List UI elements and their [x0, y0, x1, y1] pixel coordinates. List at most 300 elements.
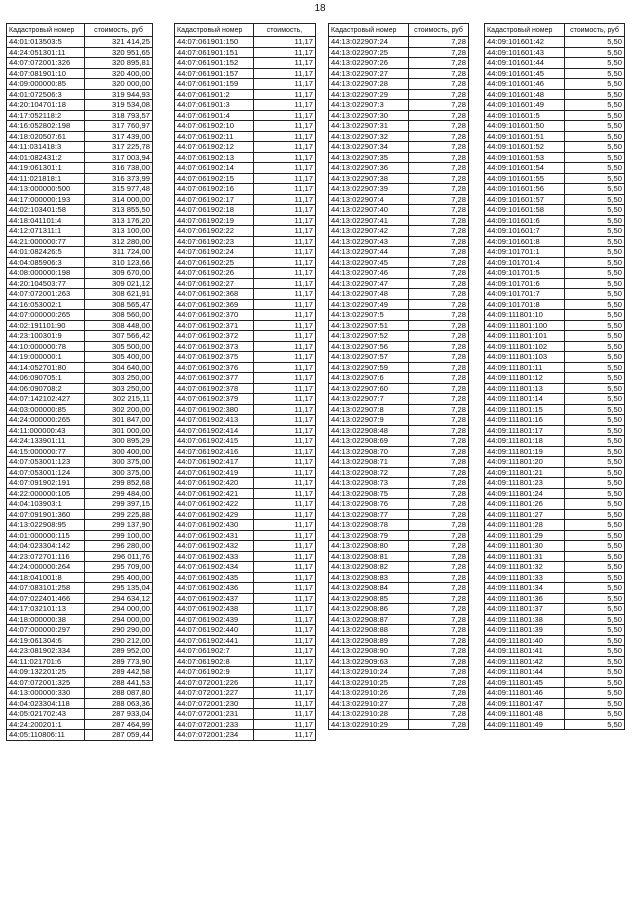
cadastral-number-cell: 44:09:111801:44: [485, 667, 565, 678]
cadastral-number-cell: 44:07:061902:431: [175, 530, 254, 541]
cadastral-number-cell: 44:01:000000:115: [7, 530, 85, 541]
cost-cell: 5,50: [565, 110, 625, 121]
header-cadastral-number: Кадастровый номер: [7, 24, 85, 37]
table-row: [485, 142, 625, 153]
cost-cell: 7,28: [409, 530, 469, 541]
cadastral-number-cell: 44:22:000000:105: [7, 488, 85, 499]
table-row: [175, 583, 316, 594]
cadastral-number-cell: 44:13:022907:27: [329, 68, 409, 79]
cadastral-number-cell: 44:24:200201:1: [7, 719, 85, 730]
cadastral-number-cell: 44:10:000000:78: [7, 341, 85, 352]
cost-cell: 5,50: [565, 520, 625, 531]
cost-cell: 317 003,94: [85, 152, 153, 163]
cadastral-number-cell: 44:06:090705:1: [7, 373, 85, 384]
cost-cell: 5,50: [565, 677, 625, 688]
table-row: [329, 110, 469, 121]
cost-cell: 11,17: [254, 688, 316, 699]
cadastral-number-cell: 44:07:072001:326: [7, 58, 85, 69]
cadastral-number-cell: 44:09:111801:38: [485, 614, 565, 625]
table-row: [329, 614, 469, 625]
cost-cell: 5,50: [565, 310, 625, 321]
cost-cell: 5,50: [565, 509, 625, 520]
cost-cell: 11,17: [254, 152, 316, 163]
cost-cell: 5,50: [565, 341, 625, 352]
table-row: [329, 184, 469, 195]
cadastral-number-cell: 44:21:000000:77: [7, 236, 85, 247]
table-row: [329, 173, 469, 184]
table-row: [329, 341, 469, 352]
cadastral-number-cell: 44:07:142102:427: [7, 394, 85, 405]
cadastral-number-cell: 44:07:061902:7: [175, 646, 254, 657]
cadastral-number-cell: 44:07:061902:377: [175, 373, 254, 384]
cost-cell: 11,17: [254, 530, 316, 541]
cost-cell: 7,28: [409, 289, 469, 300]
table-row: [175, 394, 316, 405]
cost-cell: 299 137,90: [85, 520, 153, 531]
table-row: [329, 215, 469, 226]
table-row: [175, 121, 316, 132]
cost-cell: 11,17: [254, 677, 316, 688]
cadastral-number-cell: 44:07:061902:416: [175, 446, 254, 457]
cost-cell: 5,50: [565, 635, 625, 646]
header-cost: стоимость, руб: [409, 24, 469, 37]
cost-cell: 299 397,15: [85, 499, 153, 510]
cadastral-number-cell: 44:07:072001:233: [175, 719, 254, 730]
table-row: [175, 415, 316, 426]
cost-cell: 5,50: [565, 698, 625, 709]
cost-cell: 11,17: [254, 110, 316, 121]
cadastral-number-cell: 44:24:000000:264: [7, 562, 85, 573]
table-row: [329, 320, 469, 331]
cost-cell: 7,28: [409, 142, 469, 153]
cost-cell: 302 215,11: [85, 394, 153, 405]
cadastral-number-cell: 44:24:051301:11: [7, 47, 85, 58]
cadastral-number-cell: 44:06:090708:2: [7, 383, 85, 394]
table-row: [7, 110, 153, 121]
table-row: [175, 646, 316, 657]
cost-cell: 11,17: [254, 268, 316, 279]
cost-cell: 303 250,00: [85, 383, 153, 394]
cadastral-number-cell: 44:09:111801:12: [485, 373, 565, 384]
cost-cell: 316 738,00: [85, 163, 153, 174]
table-row: [485, 110, 625, 121]
cadastral-number-cell: 44:07:061902:434: [175, 562, 254, 573]
table-row: [175, 79, 316, 90]
cadastral-number-cell: 44:09:101601:53: [485, 152, 565, 163]
table-row: [175, 47, 316, 58]
table-row: [485, 194, 625, 205]
cadastral-number-cell: 44:07:061902:379: [175, 394, 254, 405]
cost-cell: 313 176,20: [85, 215, 153, 226]
cadastral-number-cell: 44:09:101601:45: [485, 68, 565, 79]
table-row: [7, 47, 153, 58]
table-row: [329, 509, 469, 520]
cost-cell: 317 439,00: [85, 131, 153, 142]
table-row: [485, 268, 625, 279]
cadastral-number-cell: 44:09:111801:29: [485, 530, 565, 541]
cost-cell: 11,17: [254, 131, 316, 142]
table-row: [175, 520, 316, 531]
cost-cell: 7,28: [409, 268, 469, 279]
cost-cell: 11,17: [254, 572, 316, 583]
table-row: [329, 163, 469, 174]
cost-cell: 7,28: [409, 310, 469, 321]
cost-cell: 5,50: [565, 446, 625, 457]
table-row: [329, 289, 469, 300]
cadastral-number-cell: 44:09:111801:40: [485, 635, 565, 646]
table-row: [175, 215, 316, 226]
table-row: [175, 89, 316, 100]
table-row: [7, 436, 153, 447]
cost-cell: 320 951,65: [85, 47, 153, 58]
cost-cell: 11,17: [254, 604, 316, 615]
cadastral-number-cell: 44:09:101601:5: [485, 110, 565, 121]
cost-cell: 5,50: [565, 404, 625, 415]
cost-cell: 11,17: [254, 310, 316, 321]
table-row: [485, 247, 625, 258]
table-row: [175, 163, 316, 174]
table-row: [329, 446, 469, 457]
cost-cell: 5,50: [565, 436, 625, 447]
cadastral-number-cell: 44:07:061902:421: [175, 488, 254, 499]
cost-cell: 7,28: [409, 278, 469, 289]
table-row: [175, 425, 316, 436]
table-row: [485, 635, 625, 646]
cadastral-number-cell: 44:09:101601:7: [485, 226, 565, 237]
cadastral-number-cell: 44:13:022908:71: [329, 457, 409, 468]
table-row: [7, 614, 153, 625]
cost-cell: 7,28: [409, 257, 469, 268]
cost-cell: 11,17: [254, 614, 316, 625]
table-row: [7, 383, 153, 394]
table-row: [7, 719, 153, 730]
cost-cell: 11,17: [254, 278, 316, 289]
cadastral-number-cell: 44:17:000000:193: [7, 194, 85, 205]
table-row: [175, 205, 316, 216]
table-row: [329, 142, 469, 153]
cadastral-number-cell: 44:13:022910:26: [329, 688, 409, 699]
cadastral-number-cell: 44:13:022910:27: [329, 698, 409, 709]
cadastral-number-cell: 44:13:022908:82: [329, 562, 409, 573]
cost-cell: 7,28: [409, 194, 469, 205]
cadastral-number-cell: 44:09:111801:31: [485, 551, 565, 562]
cost-cell: 7,28: [409, 320, 469, 331]
cost-cell: 11,17: [254, 205, 316, 216]
cadastral-number-cell: 44:09:111801:17: [485, 425, 565, 436]
table-row: [175, 488, 316, 499]
table-row: [7, 58, 153, 69]
table-row: [485, 278, 625, 289]
cost-cell: 7,28: [409, 47, 469, 58]
cost-cell: 11,17: [254, 509, 316, 520]
table-row: [329, 436, 469, 447]
cadastral-number-cell: 44:17:052118:2: [7, 110, 85, 121]
cost-cell: 294 634,12: [85, 593, 153, 604]
cost-cell: 7,28: [409, 467, 469, 478]
cadastral-number-cell: 44:09:101601:48: [485, 89, 565, 100]
table-row: [7, 583, 153, 594]
cadastral-number-cell: 44:09:132201:25: [7, 667, 85, 678]
cadastral-number-cell: 44:13:022908:86: [329, 604, 409, 615]
cadastral-number-cell: 44:13:022907:5: [329, 310, 409, 321]
table-row: [485, 289, 625, 300]
cadastral-number-cell: 44:14:052701:80: [7, 362, 85, 373]
cadastral-number-cell: 44:09:111801:101: [485, 331, 565, 342]
cadastral-number-cell: 44:07:061902:373: [175, 341, 254, 352]
table-row: [485, 583, 625, 594]
cadastral-number-cell: 44:07:061902:413: [175, 415, 254, 426]
cadastral-number-cell: 44:07:061902:27: [175, 278, 254, 289]
cadastral-number-cell: 44:13:022907:26: [329, 58, 409, 69]
cadastral-number-cell: 44:13:000000:330: [7, 688, 85, 699]
cadastral-number-cell: 44:23:100301:9: [7, 331, 85, 342]
cost-cell: 318 793,57: [85, 110, 153, 121]
cost-cell: 289 952,00: [85, 646, 153, 657]
cost-cell: 319 944,93: [85, 89, 153, 100]
table-row: [329, 667, 469, 678]
cost-cell: 300 375,00: [85, 467, 153, 478]
table-row: [485, 226, 625, 237]
cadastral-number-cell: 44:13:022908:75: [329, 488, 409, 499]
cadastral-number-cell: 44:13:022910:25: [329, 677, 409, 688]
table-row: [7, 457, 153, 468]
table-row: [485, 236, 625, 247]
table-row: [485, 677, 625, 688]
table-row: [485, 499, 625, 510]
cost-cell: 11,17: [254, 719, 316, 730]
cadastral-number-cell: 44:13:022907:42: [329, 226, 409, 237]
cost-cell: 7,28: [409, 415, 469, 426]
cadastral-number-cell: 44:07:061901:157: [175, 68, 254, 79]
cadastral-number-cell: 44:13:022907:36: [329, 163, 409, 174]
header-cost: стоимость,: [254, 24, 316, 37]
table-row: [175, 226, 316, 237]
cost-cell: 5,50: [565, 646, 625, 657]
cost-cell: 11,17: [254, 541, 316, 552]
table-row: [175, 551, 316, 562]
cadastral-number-cell: 44:17:032101:13: [7, 604, 85, 615]
cadastral-number-cell: 44:07:000000:265: [7, 310, 85, 321]
cost-cell: 7,28: [409, 688, 469, 699]
cost-cell: 11,17: [254, 457, 316, 468]
table-header-row: [329, 24, 469, 37]
cadastral-number-cell: 44:09:111801:13: [485, 383, 565, 394]
cadastral-number-cell: 44:09:101601:55: [485, 173, 565, 184]
cadastral-number-cell: 44:09:111801:47: [485, 698, 565, 709]
cost-cell: 11,17: [254, 394, 316, 405]
cost-cell: 319 534,08: [85, 100, 153, 111]
cadastral-number-cell: 44:07:061902:378: [175, 383, 254, 394]
cadastral-number-cell: 44:13:022907:48: [329, 289, 409, 300]
table-row: [329, 310, 469, 321]
cadastral-number-cell: 44:13:022907:59: [329, 362, 409, 373]
cost-cell: 7,28: [409, 667, 469, 678]
cadastral-number-cell: 44:09:101601:8: [485, 236, 565, 247]
cost-cell: 5,50: [565, 604, 625, 615]
cost-cell: 11,17: [254, 373, 316, 384]
table-row: [485, 415, 625, 426]
cost-cell: 5,50: [565, 656, 625, 667]
cost-cell: 288 441,53: [85, 677, 153, 688]
cadastral-number-cell: 44:13:022907:31: [329, 121, 409, 132]
cadastral-number-cell: 44:13:022907:28: [329, 79, 409, 90]
table-row: [485, 551, 625, 562]
cadastral-number-cell: 44:20:104503:77: [7, 278, 85, 289]
cadastral-number-cell: 44:13:022907:41: [329, 215, 409, 226]
cadastral-number-cell: 44:09:111801:39: [485, 625, 565, 636]
cadastral-number-cell: 44:13:022908:87: [329, 614, 409, 625]
table-row: [7, 299, 153, 310]
cadastral-number-cell: 44:13:022908:90: [329, 646, 409, 657]
cost-cell: 11,17: [254, 520, 316, 531]
cadastral-number-cell: 44:13:022907:35: [329, 152, 409, 163]
cost-cell: 11,17: [254, 446, 316, 457]
cost-cell: 301 847,00: [85, 415, 153, 426]
cadastral-number-cell: 44:13:022908:77: [329, 509, 409, 520]
cadastral-number-cell: 44:01:082431:2: [7, 152, 85, 163]
cost-cell: 11,17: [254, 89, 316, 100]
table-row: [329, 37, 469, 48]
cost-cell: 315 977,48: [85, 184, 153, 195]
cadastral-number-cell: 44:16:053002:1: [7, 299, 85, 310]
cost-cell: 7,28: [409, 499, 469, 510]
cost-cell: 289 773,90: [85, 656, 153, 667]
cost-cell: 296 011,76: [85, 551, 153, 562]
table-row: [7, 194, 153, 205]
table-row: [485, 436, 625, 447]
cadastral-number-cell: 44:09:111801:33: [485, 572, 565, 583]
table-row: [329, 226, 469, 237]
cost-cell: 5,50: [565, 352, 625, 363]
table-row: [7, 667, 153, 678]
table-row: [329, 299, 469, 310]
table-row: [7, 709, 153, 720]
cadastral-number-cell: 44:13:022907:25: [329, 47, 409, 58]
cost-cell: 7,28: [409, 394, 469, 405]
cadastral-number-cell: 44:07:072001:325: [7, 677, 85, 688]
table-row: [7, 572, 153, 583]
table-row: [329, 394, 469, 405]
cost-cell: 311 724,00: [85, 247, 153, 258]
cost-cell: 5,50: [565, 152, 625, 163]
cadastral-number-cell: 44:09:101701:6: [485, 278, 565, 289]
cadastral-number-cell: 44:07:061902:433: [175, 551, 254, 562]
table-row: [175, 404, 316, 415]
header-cadastral-number: Кадастровый номер: [329, 24, 409, 37]
cost-cell: 5,50: [565, 499, 625, 510]
cadastral-number-cell: 44:13:022907:60: [329, 383, 409, 394]
table-row: [329, 593, 469, 604]
table-row: [329, 583, 469, 594]
table-row: [485, 68, 625, 79]
cost-cell: 11,17: [254, 47, 316, 58]
cost-cell: 308 560,00: [85, 310, 153, 321]
table-row: [485, 446, 625, 457]
table-row: [329, 89, 469, 100]
cadastral-number-cell: 44:09:111801:46: [485, 688, 565, 699]
table-row: [485, 58, 625, 69]
table-row: [485, 173, 625, 184]
table-row: [329, 541, 469, 552]
cost-cell: 11,17: [254, 383, 316, 394]
cadastral-number-cell: 44:05:110806:11: [7, 730, 85, 741]
table-row: [7, 247, 153, 258]
table-row: [485, 79, 625, 90]
table-row: [7, 562, 153, 573]
table-row: [7, 257, 153, 268]
cadastral-table-4: [484, 23, 625, 730]
cost-cell: 7,28: [409, 635, 469, 646]
cost-cell: 5,50: [565, 551, 625, 562]
cadastral-number-cell: 44:09:111801:14: [485, 394, 565, 405]
cadastral-number-cell: 44:23:072701:116: [7, 551, 85, 562]
cost-cell: 5,50: [565, 68, 625, 79]
cadastral-number-cell: 44:07:061902:429: [175, 509, 254, 520]
cost-cell: 288 063,36: [85, 698, 153, 709]
cadastral-number-cell: 44:09:111801:48: [485, 709, 565, 720]
cost-cell: 7,28: [409, 677, 469, 688]
cadastral-number-cell: 44:08:000000:198: [7, 268, 85, 279]
cadastral-number-cell: 44:13:022907:30: [329, 110, 409, 121]
cost-cell: 5,50: [565, 362, 625, 373]
cadastral-number-cell: 44:07:061902:420: [175, 478, 254, 489]
cost-cell: 11,17: [254, 37, 316, 48]
cadastral-number-cell: 44:04:023304:118: [7, 698, 85, 709]
cadastral-number-cell: 44:09:111801:49: [485, 719, 565, 730]
table-row: [7, 163, 153, 174]
table-row: [7, 635, 153, 646]
table-row: [7, 446, 153, 457]
cadastral-number-cell: 44:09:101601:58: [485, 205, 565, 216]
cost-cell: 11,17: [254, 551, 316, 562]
cost-cell: 11,17: [254, 142, 316, 153]
cost-cell: 295 135,04: [85, 583, 153, 594]
table-row: [175, 709, 316, 720]
cost-cell: 5,50: [565, 89, 625, 100]
cost-cell: 11,17: [254, 341, 316, 352]
table-row: [329, 236, 469, 247]
cost-cell: 11,17: [254, 194, 316, 205]
cadastral-number-cell: 44:07:061902:16: [175, 184, 254, 195]
cost-cell: 11,17: [254, 331, 316, 342]
table-row: [485, 572, 625, 583]
cost-cell: 7,28: [409, 478, 469, 489]
cadastral-number-cell: 44:09:111801:16: [485, 415, 565, 426]
table-row: [7, 656, 153, 667]
cost-cell: 5,50: [565, 719, 625, 730]
table-row: [329, 373, 469, 384]
cost-cell: 7,28: [409, 457, 469, 468]
table-row: [175, 625, 316, 636]
cost-cell: 5,50: [565, 37, 625, 48]
table-header-row: [485, 24, 625, 37]
cost-cell: 321 414,25: [85, 37, 153, 48]
cadastral-number-cell: 44:13:022907:32: [329, 131, 409, 142]
cost-cell: 7,28: [409, 572, 469, 583]
cost-cell: 7,28: [409, 625, 469, 636]
cadastral-number-cell: 44:01:082426:5: [7, 247, 85, 258]
cadastral-number-cell: 44:09:101701:8: [485, 299, 565, 310]
cost-cell: 7,28: [409, 509, 469, 520]
cost-cell: 305 500,00: [85, 341, 153, 352]
table-row: [175, 688, 316, 699]
cost-cell: 11,17: [254, 289, 316, 300]
cadastral-number-cell: 44:13:022907:24: [329, 37, 409, 48]
cost-cell: 320 000,00: [85, 79, 153, 90]
table-row: [485, 698, 625, 709]
table-row: [7, 89, 153, 100]
table-row: [175, 278, 316, 289]
